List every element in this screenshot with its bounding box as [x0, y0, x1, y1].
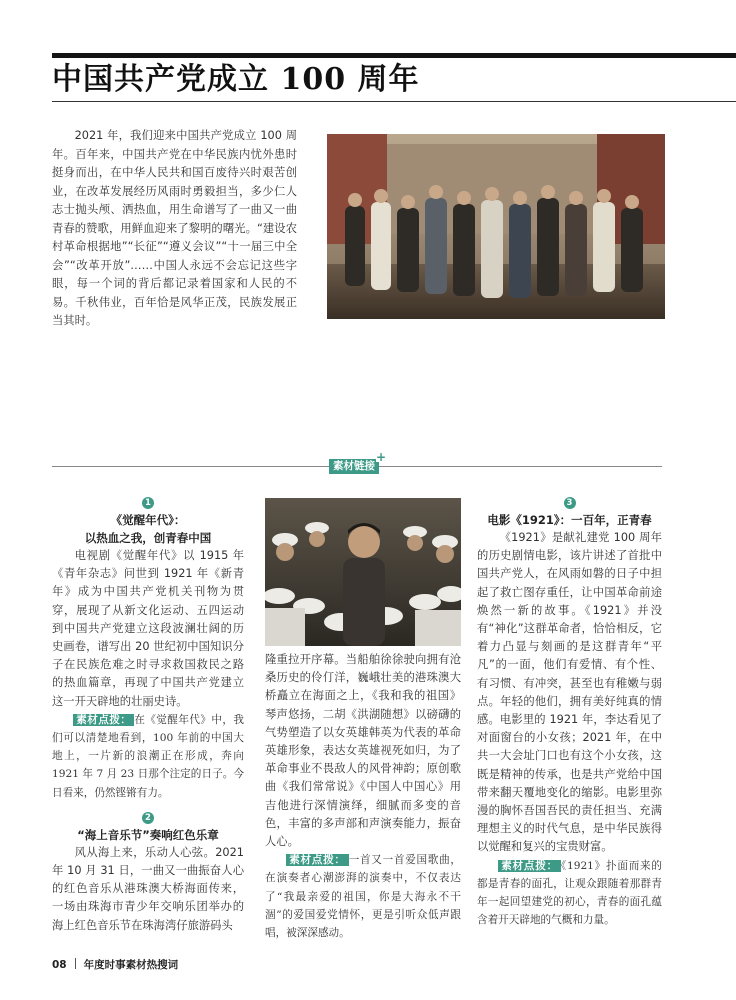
- top-bar: [52, 53, 736, 58]
- item-point: [265, 851, 461, 942]
- item-title: 电影《1921》：一百年，正青春: [487, 513, 652, 527]
- item-body: 风从海上来，乐动人心弦。2021 年 10 月 31 日，一曲又一曲振奋人心的红色音乐从港珠澳大桥海面传来，一场由珠海市青少年交响乐团举办的海上红色音乐节在珠海湾仔旅游码头: [52, 845, 244, 932]
- intro-paragraph: 2021 年，我们迎来中国共产党成立 100 周年。百年来，中国共产党在中华民族内忧外患时挺身而出，在中华人民共和国百废待兴时艰苦创业，在改革发展经历风雨时勇毅担当，多少仁人志士抛头颅、洒热血，用生命谱写了一曲又一曲青春的赞歌，用鲜血迎来了黎明的曙光。“建设农村革命根据地”“长征”“遵义会议”“十一届三中全会”“改革开放”……中国人永远不会忘记这些字眼，每一个词的背后都记录着国家和人民的不易。千秋伟业，百年恰是风华正茂，民族发展正当其时。: [52, 129, 297, 327]
- item-body-continued: 隆重拉开序幕。当船舶徐徐驶向拥有沧桑历史的伶仃洋，巍峨壮美的港珠澳大桥矗立在海面之上，《我和我的祖国》琴声悠扬，二胡《洪湖随想》以磅礴的气势塑造了以女英雄韩英为代表的革命英雄形象，表达女英雄视死如归，为了革命事业不畏敌人的风骨神韵；原创歌曲《我们常常说》《中国人中国心》用吉他进行深情演绎，细腻而多变的音色，丰富的多声部和声演奏能力，振奋人心。: [265, 653, 461, 849]
- page-footer: [52, 957, 178, 972]
- item-title: “海上音乐节”奏响红色乐章: [77, 827, 219, 842]
- item-number-badge: 2: [142, 812, 154, 824]
- item-body: 《1921》是献礼建党 100 周年的历史剧情电影，该片讲述了首批中国共产党人，在风雨如磐的日子中担起了救亡图存重任，让中国革命前途焕然一新的故事。《1921》并没有“神化”这群革命者，恰恰相反，它着力凸显与刻画的是这群青年“平凡”的一面，他们有爱情、有个性、有习惯、有冲突，甚至也有稚嫩与弱点。年轻的他们，拥有美好纯真的情感。电影里的 1921 年，李达看见了对面窗台的小女孩；2021 年，在中共一大会址门口也有这个小女孩，这既是精神的传承，也是共产党给中国带来翻天覆地变化的缩影。电影里弥漫的胸怀吾国吾民的责任担当、充满理想主义的时代气息，是中华民族得以觉醒和复兴的宝贵财富。: [477, 531, 662, 854]
- point-text: 在《觉醒年代》中，我们可以清楚地看到，100 年前的中国大地上，一片新的浪潮正在形成，奔向 1921 年 7 月 23 日那个注定的日子。今日看来，仍然铿锵有力。: [52, 713, 244, 799]
- book-title: 年度时事素材热搜词: [83, 959, 179, 971]
- footer-divider: [75, 958, 76, 969]
- title-rule: [52, 101, 736, 102]
- page-number: 08: [52, 959, 67, 971]
- column-left: [52, 497, 244, 935]
- point-label: 素材点拨：: [73, 714, 134, 726]
- concert-sailors-photo-image: [265, 498, 461, 646]
- plus-icon: +: [376, 450, 387, 464]
- item-point: [52, 711, 244, 802]
- film-1921-group-photo: [327, 134, 665, 319]
- point-text: 一首又一首爱国歌曲，在演奏者心潮澎湃的演奏中，不仅表达了“我最亲爱的祖国，你是大海永不干涸”的爱国爱党情怀，更是引听众低声跟唱，被深深感动。: [265, 854, 462, 940]
- column-right: [477, 497, 662, 929]
- section-tag: 素材链接: [329, 459, 379, 474]
- item-number-badge: 1: [142, 497, 154, 509]
- item-subtitle: 以热血之我，创青春中国: [84, 531, 212, 545]
- intro-text: [52, 127, 297, 331]
- point-label: 素材点拨：: [498, 860, 561, 872]
- item-body: 电视剧《觉醒年代》以 1915 年《青年杂志》问世到 1921 年《新青年》成为中国共产党机关刊物为贯穿，展现了从新文化运动、五四运动到中国共产党建立这段波澜壮阔的历史画卷，谱写出 20 世纪初中国知识分子在民族危难之时寻求救国救民之路的热血篇章，再现了中国共产党建立这一开天辟地的壮丽史诗。: [52, 549, 244, 708]
- page-title: 中国共产党成立 100 周年: [52, 62, 420, 97]
- item-title: 《觉醒年代》：: [110, 513, 186, 527]
- concert-sailors-photo: [265, 498, 461, 646]
- item-number-badge: 3: [564, 497, 576, 509]
- film-1921-group-photo-image: [327, 134, 665, 319]
- item-point: [477, 857, 662, 930]
- point-text: 《1921》扑面而来的都是青春的面孔，让观众跟随着那群青年一起回望建党的初心，青春的面孔蕴含着开天辟地的气概和力量。: [477, 859, 662, 927]
- point-label: 素材点拨：: [286, 854, 349, 866]
- column-middle: [265, 651, 461, 942]
